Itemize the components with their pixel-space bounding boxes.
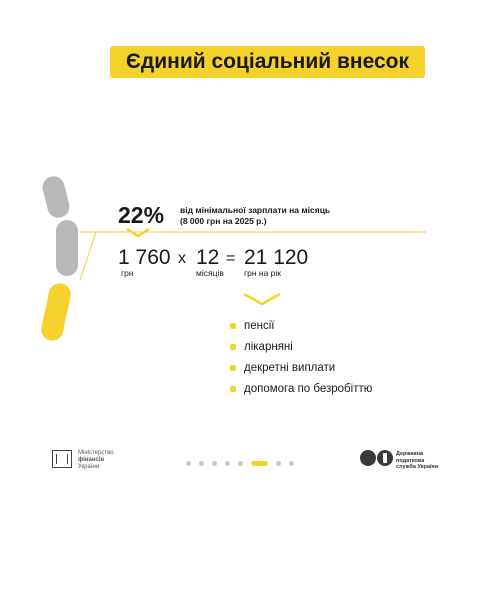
annual-amount: 21 120 [244, 246, 309, 269]
pager-dot[interactable] [289, 461, 294, 466]
months-unit: місяців [196, 268, 224, 278]
list-item [230, 362, 374, 375]
equals-sign: = [226, 250, 236, 267]
contribution-rate: 22% [118, 202, 165, 228]
trident-icon [377, 450, 393, 466]
list-item-label: декретні виплати [244, 362, 336, 374]
ministry-logo-icon [52, 450, 72, 468]
benefits-list [230, 320, 374, 404]
tax-service-name-line: Державна [396, 451, 424, 457]
bullet-icon [230, 323, 236, 329]
bullet-icon [230, 386, 236, 392]
progress-segment-1 [40, 174, 72, 220]
pager-dot[interactable] [225, 461, 230, 466]
bullet-icon [230, 344, 236, 350]
connector-line [80, 232, 96, 280]
bullet-icon [230, 365, 236, 371]
pager-dot[interactable] [238, 461, 243, 466]
months-count: 12 [196, 246, 220, 269]
tax-service-name-line: податкова [396, 457, 425, 464]
pager-dot[interactable] [212, 461, 217, 466]
list-item [230, 383, 374, 396]
ministry-name-line: Міністерство [78, 450, 114, 456]
ministry-name-line: фінансів [78, 457, 105, 463]
list-item-label: лікарняні [244, 341, 293, 353]
ministry-name [78, 450, 114, 471]
rate-description-line: (8 000 грн на 2025 р.) [180, 216, 267, 226]
ministry-name-line: України [78, 464, 100, 470]
list-item-label: пенсії [244, 320, 275, 332]
logo-circle [360, 450, 376, 466]
slide-pager[interactable] [186, 461, 302, 466]
tax-service-name [396, 451, 438, 471]
pager-dot-active[interactable] [251, 461, 268, 466]
tax-service-name-line: служба України [396, 464, 439, 470]
chevron-down-icon [244, 294, 280, 304]
progress-segment-2 [56, 220, 78, 276]
tax-service-logo-icon [360, 450, 393, 466]
annual-unit: грн на рік [244, 268, 282, 278]
monthly-unit: грн [121, 268, 134, 278]
rate-description [180, 205, 330, 227]
list-item [230, 320, 374, 333]
monthly-amount: 1 760 [118, 246, 171, 269]
page-title: Єдиний соціальний внесок [110, 46, 425, 78]
rate-description-line: від мінімальної зарплати на місяць [180, 205, 331, 215]
pager-dot[interactable] [276, 461, 281, 466]
multiply-sign: x [178, 250, 186, 267]
pager-dot[interactable] [186, 461, 191, 466]
pager-dot[interactable] [199, 461, 204, 466]
progress-segment-3 [39, 281, 73, 342]
list-item-label: допомога по безробіттю [244, 383, 373, 395]
list-item [230, 341, 374, 354]
